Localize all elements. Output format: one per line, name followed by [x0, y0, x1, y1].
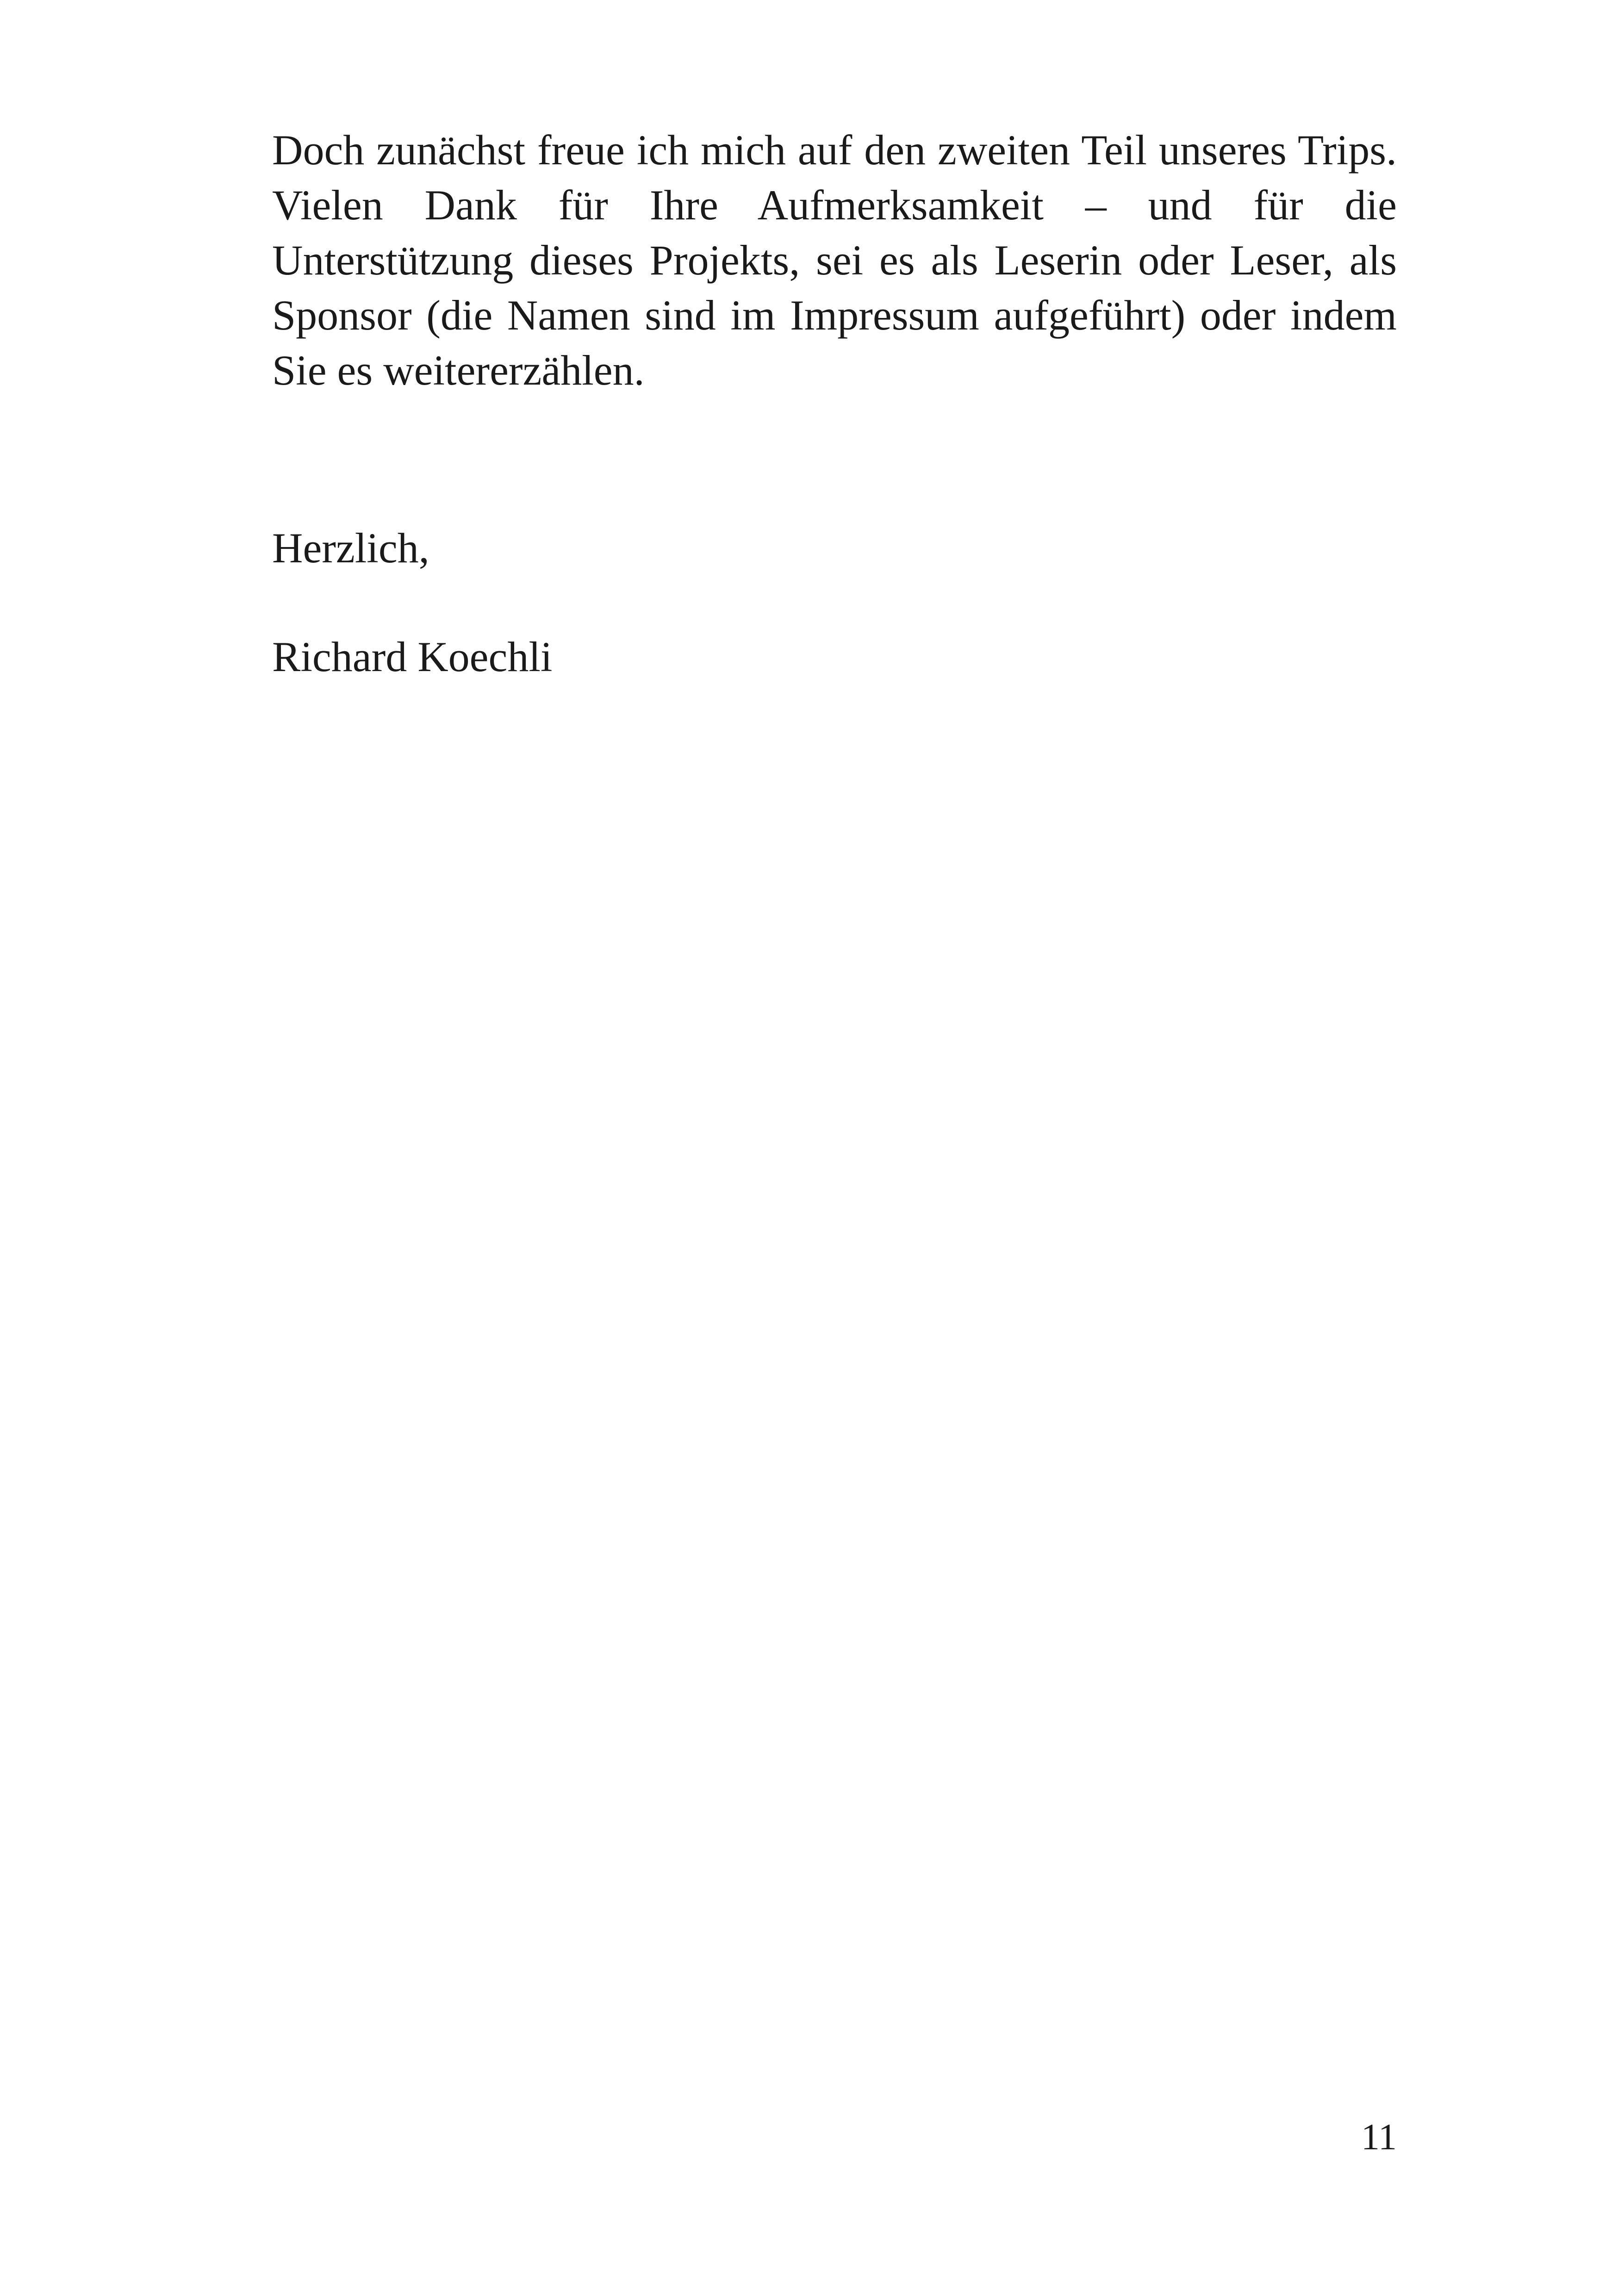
closing-salutation: Herzlich,	[272, 524, 429, 572]
author-signature: Richard Koechli	[272, 633, 553, 680]
body-paragraph: Doch zunächst freue ich mich auf den zweiten Teil unseres Trips. Vielen Dank für Ihre Aufmerksamkeit – und für die Unterstützung dieses Projekts, sei es als Leserin oder Leser, als Sponsor (die Namen sind im Impressum aufgeführt) oder indem Sie es weitererzählen.	[272, 126, 1397, 394]
page-number: 11	[1361, 2117, 1397, 2158]
body-text-block	[272, 123, 1397, 398]
